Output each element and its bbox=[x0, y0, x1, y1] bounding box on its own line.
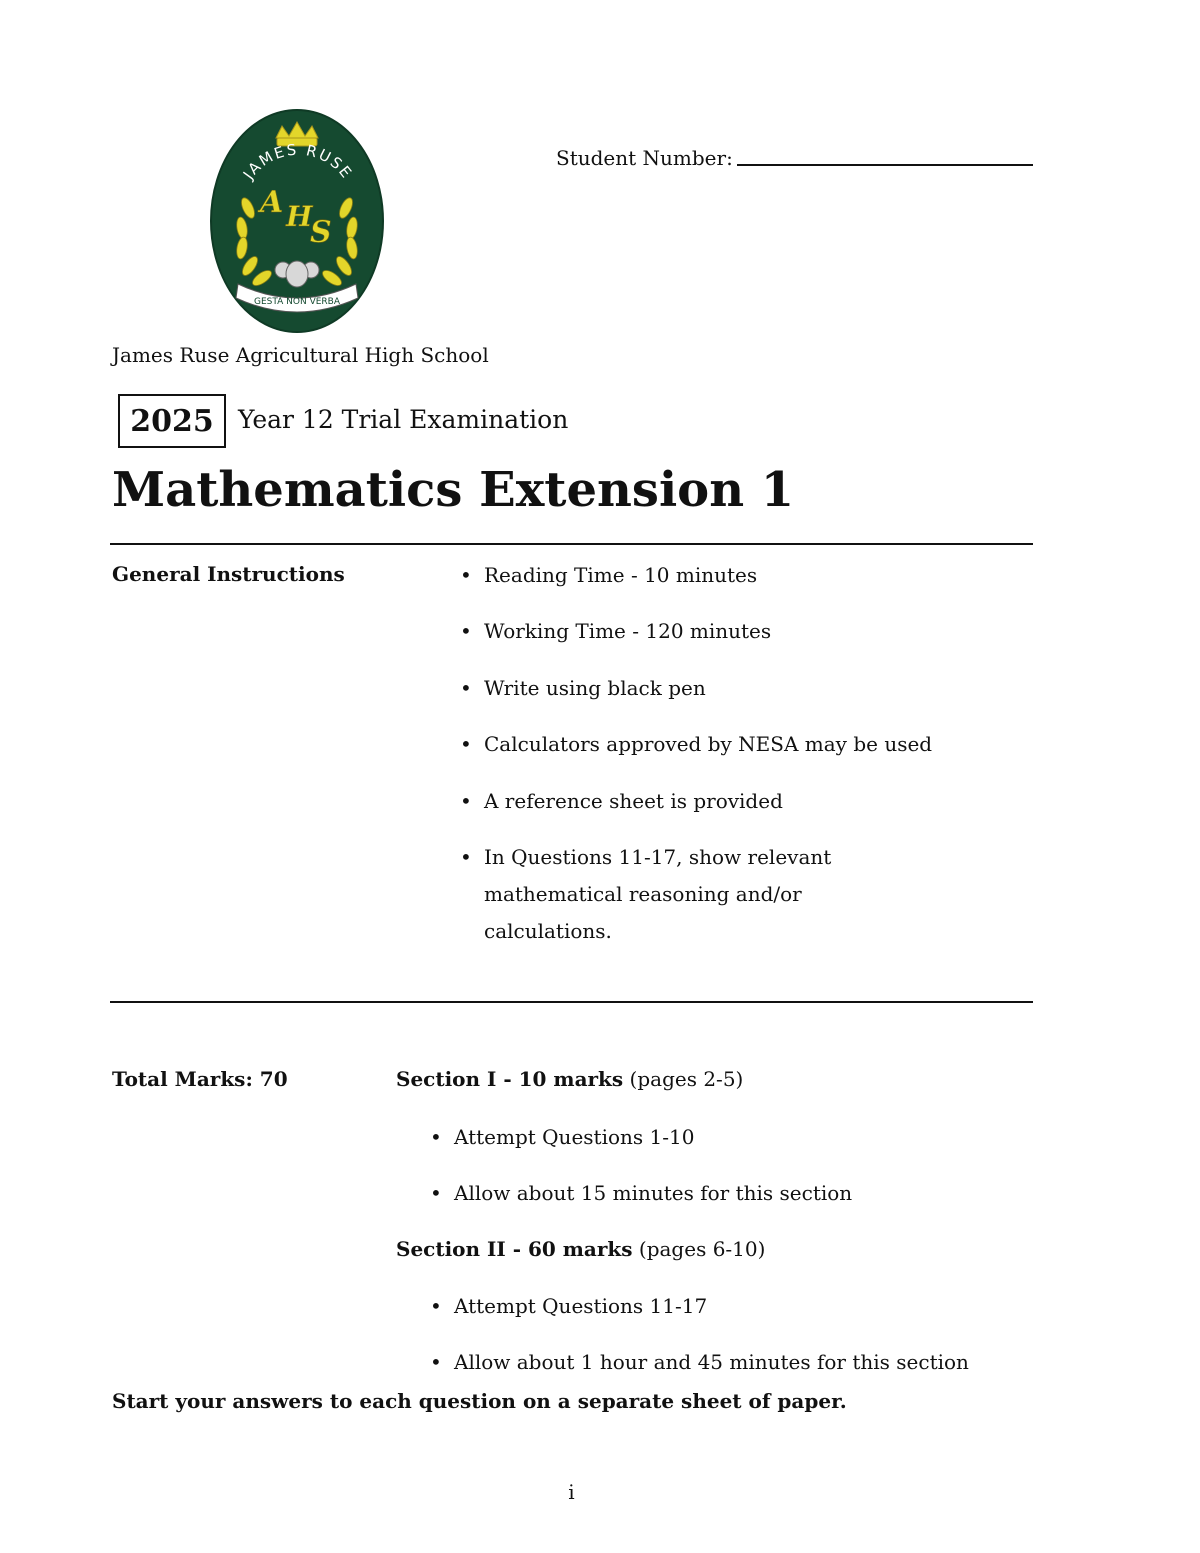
section-1-pages: (pages 2-5) bbox=[629, 1067, 744, 1091]
exam-year: 2025 bbox=[130, 403, 214, 439]
divider bbox=[110, 543, 1033, 545]
svg-text:GESTA NON VERBA: GESTA NON VERBA bbox=[253, 297, 341, 307]
year-box bbox=[118, 394, 226, 448]
page-number: i bbox=[568, 1480, 575, 1504]
divider bbox=[110, 1001, 1033, 1003]
general-instructions-heading: General Instructions bbox=[112, 562, 345, 586]
school-name: James Ruse Agricultural High School bbox=[112, 343, 489, 367]
svg-text:A: A bbox=[260, 185, 284, 220]
svg-text:JAMES RUSE: JAMES RUSE bbox=[239, 140, 357, 183]
answer-instruction: Start your answers to each question on a separate sheet of paper. bbox=[112, 1389, 847, 1413]
section-2-title: Section II - 60 marks bbox=[396, 1237, 633, 1261]
section-2-heading bbox=[396, 1237, 765, 1261]
instruction-item: • Write using black pen bbox=[484, 670, 706, 707]
student-number-label: Student Number: bbox=[556, 146, 733, 170]
exam-name: Year 12 Trial Examination bbox=[238, 405, 569, 434]
section-2-item: • Attempt Questions 11-17 bbox=[454, 1288, 707, 1325]
svg-text:S: S bbox=[310, 215, 332, 250]
section-1-item: • Allow about 15 minutes for this section bbox=[454, 1175, 852, 1212]
section-1-title: Section I - 10 marks bbox=[396, 1067, 624, 1091]
svg-text:H: H bbox=[286, 200, 313, 233]
instruction-item: • Reading Time - 10 minutes bbox=[484, 557, 757, 594]
student-number-field-line bbox=[737, 164, 1033, 166]
subject-title: Mathematics Extension 1 bbox=[112, 462, 795, 518]
section-2-item: • Allow about 1 hour and 45 minutes for this section bbox=[454, 1344, 969, 1381]
section-1-item: • Attempt Questions 1-10 bbox=[454, 1119, 694, 1156]
total-marks: Total Marks: 70 bbox=[112, 1067, 288, 1091]
section-1-heading bbox=[396, 1067, 743, 1091]
instruction-item: • A reference sheet is provided bbox=[484, 783, 783, 820]
instruction-item: • Working Time - 120 minutes bbox=[484, 613, 771, 650]
school-crest-logo bbox=[210, 108, 384, 334]
section-2-pages: (pages 6-10) bbox=[638, 1237, 766, 1261]
instruction-item: • In Questions 11-17, show relevant mathematical reasoning and/or calculations. bbox=[484, 839, 834, 950]
instruction-item: • Calculators approved by NESA may be used bbox=[484, 726, 932, 763]
